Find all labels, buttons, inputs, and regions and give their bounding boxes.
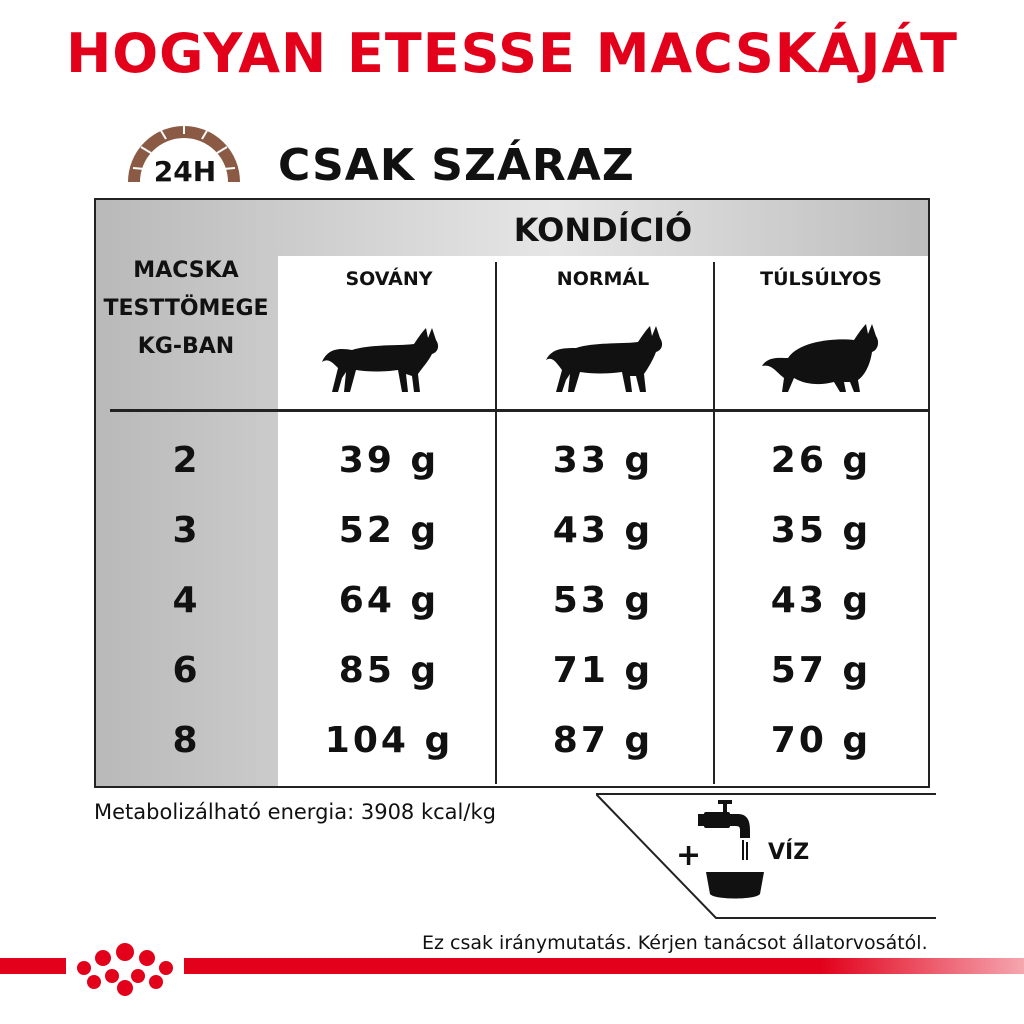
condition-header: KONDÍCIÓ (513, 211, 693, 249)
column-header-overweight: TÚLSÚLYOS (760, 268, 882, 290)
weight-cell: 6 (172, 650, 198, 691)
water-label: VÍZ (768, 840, 810, 865)
clock-label: 24H (153, 155, 217, 188)
portion-cell: 52 g (338, 510, 440, 551)
header-divider (110, 409, 930, 412)
portion-cell: 35 g (770, 510, 872, 551)
portion-cell: 85 g (338, 650, 440, 691)
subtitle: CSAK SZÁRAZ (278, 140, 635, 191)
portion-cell: 104 g (324, 720, 454, 761)
column-divider (495, 262, 497, 784)
row-header-line: TESTTÖMEGE (103, 296, 269, 321)
column-header-thin: SOVÁNY (345, 268, 433, 290)
portion-cell: 33 g (552, 440, 654, 481)
energy-note: Metabolizálható energia: 3908 kcal/kg (94, 800, 496, 824)
row-header-line: MACSKA (133, 258, 239, 283)
portion-cell: 39 g (338, 440, 440, 481)
portion-cell: 26 g (770, 440, 872, 481)
weight-cell: 3 (172, 510, 198, 551)
portion-cell: 70 g (770, 720, 872, 761)
royal-crown-logo (66, 938, 184, 1000)
weight-cell: 4 (172, 580, 198, 621)
portion-cell: 64 g (338, 580, 440, 621)
overweight-cat-icon (758, 318, 888, 396)
normal-cat-icon (542, 318, 672, 396)
row-header (96, 252, 276, 366)
portion-cell: 87 g (552, 720, 654, 761)
portion-cell: 43 g (770, 580, 872, 621)
portion-cell: 57 g (770, 650, 872, 691)
weight-cell: 8 (172, 720, 198, 761)
thin-cat-icon (318, 318, 448, 396)
row-header-line: KG-BAN (137, 334, 235, 359)
portion-cell: 71 g (552, 650, 654, 691)
portion-cell: 43 g (552, 510, 654, 551)
column-header-normal: NORMÁL (556, 268, 650, 290)
plus-sign: + (676, 838, 702, 873)
weight-cell: 2 (172, 440, 198, 481)
portion-cell: 53 g (552, 580, 654, 621)
column-divider (713, 262, 715, 784)
page-title: HOGYAN ETESSE MACSKÁJÁT (66, 22, 958, 85)
footer-disclaimer: Ez csak iránymutatás. Kérjen tanácsot állatorvosától. (416, 932, 934, 954)
water-tap-bowl-icon (698, 800, 768, 902)
